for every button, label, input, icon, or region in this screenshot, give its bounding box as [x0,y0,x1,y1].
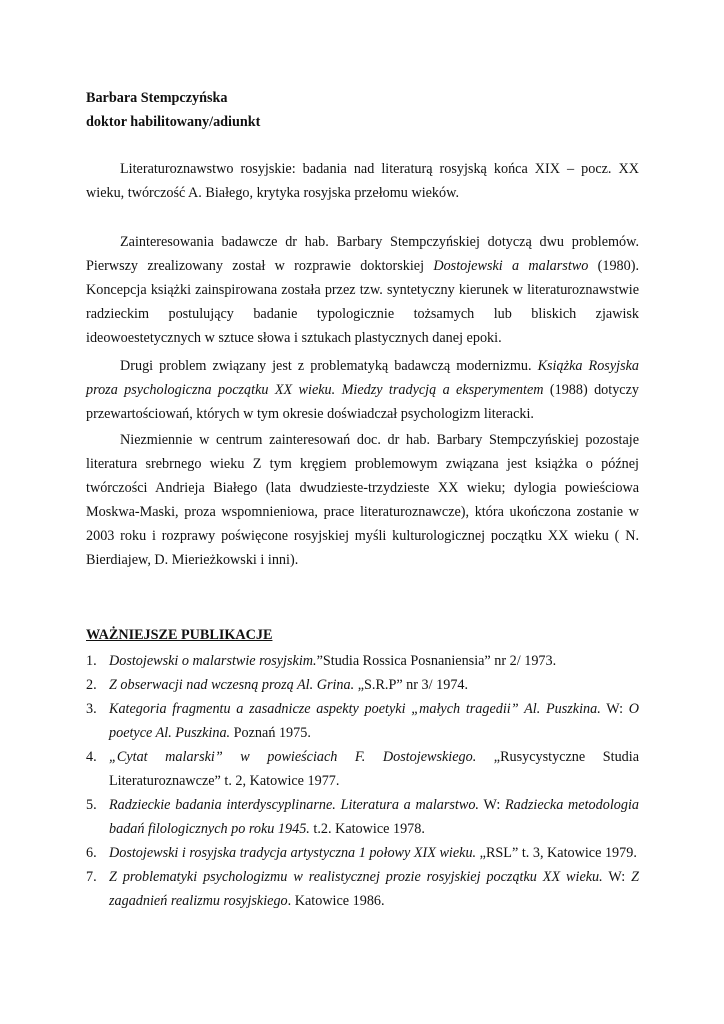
author-title: doktor habilitowany/adiunkt [86,114,261,130]
research-paragraph-2: Drugi problem związany jest z problematyką badawczą modernizmu. Książka Rosyjska proza psychologiczna początku XX wieku. Miedzy tradycją a eksperymentem (1988) dotyczy przewartościowań, których w tym okresie doświadczał psychologizm literacki. [86,358,639,422]
publication-item: 2. Z obserwacji nad wczesną prozą Al. Grina. „S.R.P” nr 3/ 1974. [86,677,469,693]
publication-item: 7. Z problematyki psychologizmu w realistycznej prozie rosyjskiej początku XX wieku. W: Z zagadnień realizmu rosyjskiego. Katowice 1986. [86,869,639,909]
publication-item: 6. Dostojewski i rosyjska tradycja artystyczna 1 połowy XIX wieku. „RSL” t. 3, Katowice 1979. [86,845,637,861]
publication-item: 1. Dostojewski o malarstwie rosyjskim.”Studia Rossica Posnaniensia” nr 2/ 1973. [86,653,557,669]
publication-item: 5. Radzieckie badania interdyscyplinarne. Literatura a malarstwo. W: Radziecka metodologia badań filologicznych po roku 1945. t.2. Katowice 1978. [86,797,639,837]
author-name: Barbara Stempczyńska [86,90,228,106]
publications-list [86,649,639,913]
publications-heading: WAŻNIEJSZE PUBLIKACJE [86,627,273,643]
book-title-proza: Książka Rosyjska proza psychologiczna początku XX wieku. Miedzy tradycją a eksperymentem [86,358,639,398]
research-paragraph-3: Niezmiennie w centrum zainteresowań doc. dr hab. Barbary Stempczyńskiej pozostaje literatura srebrnego wieku Z tym kręgiem problemowym związana jest książka o późnej twórczości Andrieja Białego (lata dwudzieste-trzydzieste XX wieku; dylogia powieściowa Moskwa-Maski, proza wspomnieniowa, prace literaturoznawcze), która ukończona zostanie w 2003 roku i rozprawy poświęcone rosyjskiej myśli kulturologicznej początku XX wieku ( N. Bierdiajew, D. Mierieżkowski i inni). [86,432,639,568]
publication-item: 3. Kategoria fragmentu a zasadnicze aspekty poetyki „małych tragedii” Al. Puszkina. W: O poetyce Al. Puszkina. Poznań 1975. [86,701,639,741]
book-title-dostojewski: Dostojewski a malarstwo [433,258,589,274]
publication-item: 4. „Cytat malarski” w powieściach F. Dostojewskiego. „Rusycystyczne Studia Literaturoznawcze” t. 2, Katowice 1977. [86,749,639,789]
research-paragraph-1: Zainteresowania badawcze dr hab. Barbary Stempczyńskiej dotyczą dwu problemów. Pierwszy zrealizowany został w rozprawie doktorskiej Dostojewski a malarstwo (1980). Koncepcja książki zainspirowana została przez tzw. syntetyczny kierunek w literaturoznawstwie radzieckim postulujący badanie typologicznie tożsamych lub bliskich zjawisk ideowoestetycznych w sztuce słowa i sztukach plastycznych danej epoki. [86,234,640,346]
specialization-paragraph: Literaturoznawstwo rosyjskie: badania nad literaturą rosyjską końca XIX – pocz. XX wieku, twórczość A. Białego, krytyka rosyjska przełomu wieków. [86,161,639,201]
